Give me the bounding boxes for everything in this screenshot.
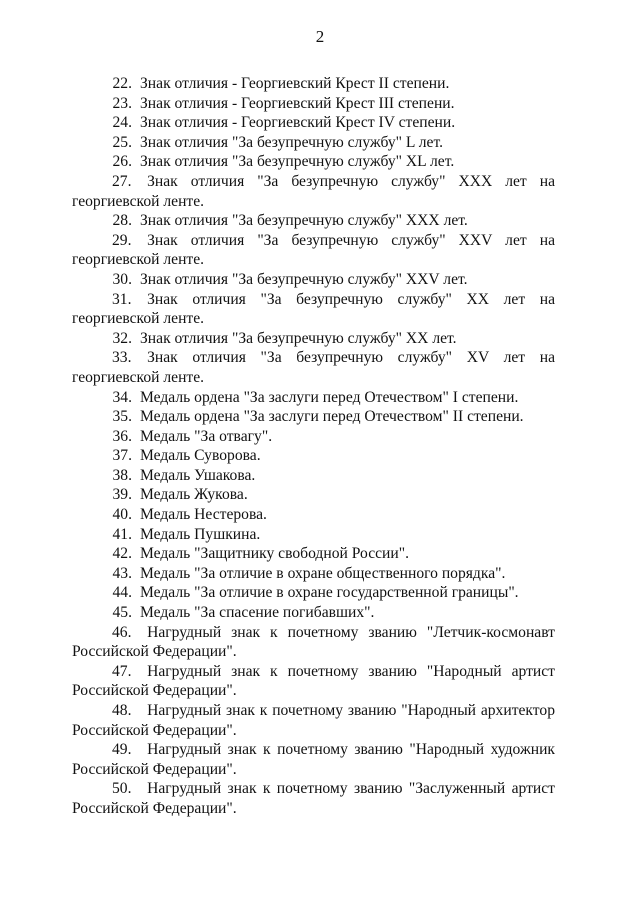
item-text: Медаль Пушкина. (140, 525, 261, 543)
list-item (0, 172, 640, 211)
item-number: 47. (112, 662, 132, 680)
item-number: 41. (112, 525, 132, 543)
item-text: Знак отличия "За безупречную службу" XXV лет на георгиевской ленте. (72, 231, 555, 269)
list-item (0, 133, 640, 153)
item-number: 32. (112, 329, 132, 347)
item-number: 26. (112, 153, 132, 171)
item-number: 34. (112, 388, 132, 406)
list-item (0, 348, 640, 387)
item-text: Медаль ордена "За заслуги перед Отечеством" I степени. (140, 388, 519, 406)
item-text: Нагрудный знак к почетному званию "Народный архитектор Российской Федерации". (72, 702, 555, 739)
item-number: 29. (112, 231, 132, 249)
item-number: 43. (112, 564, 132, 582)
item-number: 45. (112, 604, 132, 622)
list-item (0, 94, 640, 114)
item-number: 30. (112, 270, 132, 288)
item-number: 40. (112, 506, 132, 524)
item-number: 42. (112, 545, 132, 563)
list-item (0, 446, 640, 466)
list-item (0, 113, 640, 133)
item-text: Медаль Жукова. (140, 486, 248, 504)
item-number: 46. (112, 623, 132, 641)
item-number: 39. (112, 486, 132, 504)
item-number: 28. (112, 212, 132, 230)
item-text: Знак отличия "За безупречную службу" XXX лет на георгиевской ленте. (72, 172, 555, 210)
list-item (0, 740, 640, 779)
item-number: 37. (112, 447, 132, 465)
item-number: 33. (112, 349, 132, 367)
item-text: Медаль "Защитнику свободной России". (140, 545, 410, 563)
item-text: Знак отличия "За безупречную службу" XL лет. (140, 153, 455, 171)
list-item (0, 211, 640, 231)
list-item (0, 270, 640, 290)
item-number: 48. (112, 702, 132, 719)
item-number: 31. (112, 290, 132, 308)
item-text: Нагрудный знак к почетному званию "Летчик-космонавт Российской Федерации". (72, 623, 555, 661)
list-item (0, 231, 640, 270)
item-text: Знак отличия "За безупречную службу" XX лет на георгиевской ленте. (72, 290, 555, 328)
list-item (0, 583, 640, 603)
list-item (0, 505, 640, 525)
item-text: Медаль Ушакова. (140, 466, 256, 484)
page-number: 2 (315, 27, 325, 46)
item-number: 38. (112, 466, 132, 484)
item-text: Нагрудный знак к почетному званию "Народный артист Российской Федерации". (72, 662, 555, 700)
item-text: Знак отличия "За безупречную службу" L лет. (140, 133, 443, 151)
list-item (0, 662, 640, 701)
item-number: 36. (112, 427, 132, 445)
list-item (0, 329, 640, 349)
item-text: Медаль "За отличие в охране общественного порядка". (140, 564, 506, 582)
item-text: Знак отличия "За безупречную службу" XX лет. (140, 329, 457, 347)
list-item (0, 544, 640, 564)
item-number: 35. (112, 408, 132, 426)
item-text: Медаль "За отличие в охране государственной границы". (140, 584, 519, 602)
item-text: Знак отличия - Георгиевский Крест III степени. (140, 94, 455, 112)
list-item (0, 407, 640, 427)
list-item (0, 564, 640, 584)
item-text: Знак отличия "За безупречную службу" XV лет на георгиевской ленте. (72, 349, 555, 386)
item-number: 49. (112, 741, 132, 759)
list-item (0, 603, 640, 623)
item-text: Медаль ордена "За заслуги перед Отечеством" II степени. (140, 408, 524, 426)
item-number: 23. (112, 94, 132, 112)
list-item (0, 525, 640, 545)
list-item (0, 466, 640, 486)
list-item (0, 152, 640, 172)
item-number: 27. (112, 172, 132, 190)
item-text: Медаль Суворова. (140, 447, 261, 465)
item-text: Знак отличия "За безупречную службу" XXX лет. (140, 212, 468, 230)
item-text: Нагрудный знак к почетному званию "Народный художник Российской Федерации". (72, 741, 555, 778)
item-text: Знак отличия - Георгиевский Крест IV степени. (140, 114, 456, 132)
item-number: 44. (112, 584, 132, 602)
list-item (0, 290, 640, 329)
item-number: 22. (112, 75, 132, 92)
list-item (0, 623, 640, 662)
item-text: Медаль "За спасение погибавших". (140, 604, 375, 622)
item-text: Знак отличия - Георгиевский Крест II степени. (140, 75, 450, 92)
award-list (0, 74, 640, 819)
item-number: 25. (112, 133, 132, 151)
list-item (0, 701, 640, 740)
list-item (0, 74, 640, 94)
item-number: 24. (112, 114, 132, 132)
item-text: Медаль "За отвагу". (140, 427, 273, 445)
list-item (0, 388, 640, 408)
list-item (0, 485, 640, 505)
list-item (0, 427, 640, 447)
item-text: Знак отличия "За безупречную службу" XXV лет. (140, 270, 468, 288)
item-number: 50. (112, 780, 132, 798)
item-text: Нагрудный знак к почетному званию "Заслуженный артист Российской Федерации". (72, 780, 555, 817)
list-item (0, 779, 640, 818)
item-text: Медаль Нестерова. (140, 506, 267, 524)
